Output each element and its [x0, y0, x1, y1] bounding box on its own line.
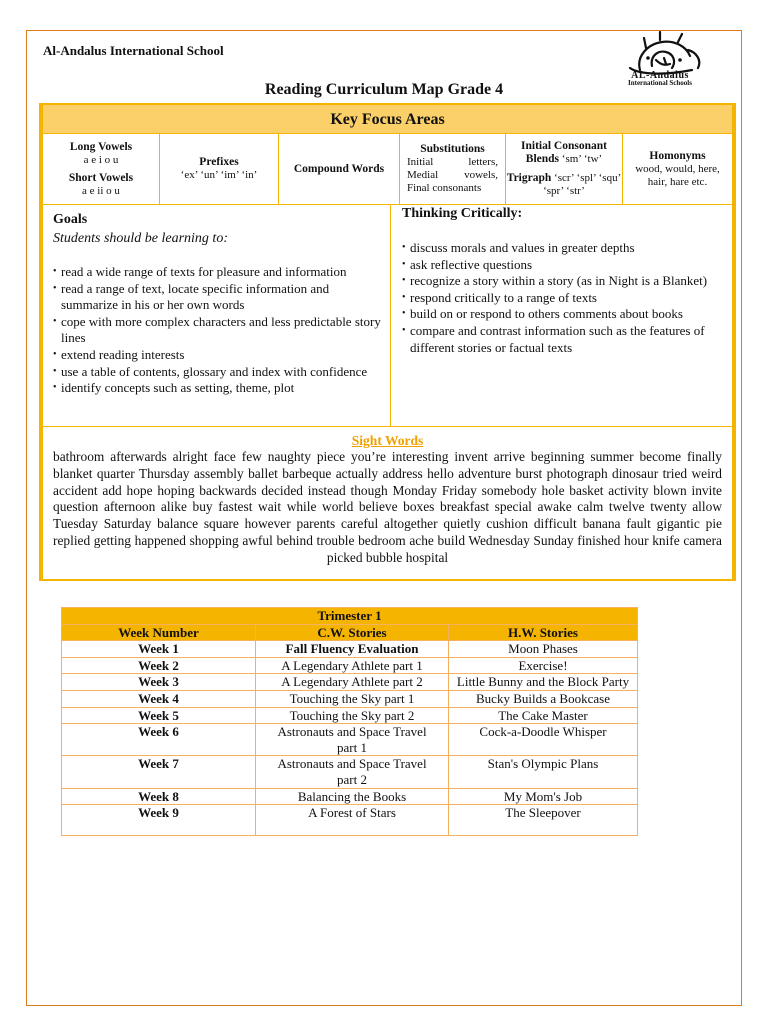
week-cell: Week 8 [62, 788, 256, 805]
compound-label: Compound Words [293, 162, 385, 175]
cw-cell: A Legendary Athlete part 1 [256, 657, 449, 674]
hw-cell: Exercise! [449, 657, 638, 674]
list-item: • build on or respond to others comments about books [402, 306, 732, 323]
table-title-row [62, 608, 638, 625]
sight-words-text: bathroom afterwards alright face few naughty piece you’re interesting invent arrive beginning summer become finally blanket quarter Thursday assembly ballet barbeque actually address hello adventure burst photograph dinosaur tried weird accident add hope hoping backwards decided instead though Monday Friday somebody hole basket activity blown invite question afternoon alike buy fastest wait while world believe boxes breakfast special awake calm twelve twenty allow Tuesday Saturday balance square however parents careful altogether quietly cushion difficult banana fault gigantic pie replied getting happened shopping awful behind trouble bedroom ache build Wednesday Sunday finished hour knife camera picked bubble hospital [53, 449, 722, 565]
hw-cell: The Sleepover [449, 805, 638, 836]
table-row [62, 657, 638, 674]
sight-words-section [43, 426, 732, 581]
list-item: • read a wide range of texts for pleasure and information [53, 264, 383, 281]
logo-subtitle: International Schools [628, 79, 692, 87]
substitutions: Initial letters, Medial vowels, Final consonants [407, 156, 498, 194]
homonyms-label: Homonyms [649, 149, 706, 162]
goals-section [43, 204, 391, 426]
week-cell: Week 4 [62, 690, 256, 707]
prefixes: ‘ex’ ‘un’ ‘im’ ‘in’ [180, 169, 258, 181]
compound-cell [279, 134, 400, 204]
list-item: • recognize a story within a story (as in Night is a Blanket) [402, 273, 732, 290]
table-row [62, 674, 638, 691]
goals-subtitle: Students should be learning to: [53, 231, 228, 246]
col-header-cw: C.W. Stories [256, 624, 449, 641]
week-cell: Week 6 [62, 724, 256, 756]
vowels-cell [43, 134, 160, 204]
week-cell: Week 3 [62, 674, 256, 691]
table-header-row [62, 624, 638, 641]
prefixes-cell [160, 134, 279, 204]
homonyms: wood, would, here, hair, hare etc. [635, 162, 720, 188]
hw-cell: The Cake Master [449, 707, 638, 724]
trimester-title: Trimester 1 [62, 608, 638, 625]
table-row [62, 690, 638, 707]
blends-label: Initial Consonant Blends [521, 140, 607, 165]
trimester-table [61, 607, 638, 836]
thinking-list [402, 240, 732, 356]
week-cell: Week 5 [62, 707, 256, 724]
prefixes-label: Prefixes [199, 156, 239, 168]
week-cell: Week 7 [62, 756, 256, 788]
hw-cell: Moon Phases [449, 641, 638, 658]
week-cell: Week 1 [62, 641, 256, 658]
list-item: • ask reflective questions [402, 257, 732, 274]
logo-name: AL-Andalus [631, 70, 689, 81]
hw-cell: Bucky Builds a Bookcase [449, 690, 638, 707]
blends: ‘sm’ ‘tw’ [561, 153, 603, 165]
school-name: Al-Andalus International School [43, 43, 224, 58]
list-item: • respond critically to a range of texts [402, 290, 732, 307]
homonyms-cell [623, 134, 732, 204]
key-focus-title: Key Focus Areas [43, 105, 732, 134]
list-item: • extend reading interests [53, 347, 383, 364]
cw-cell: Touching the Sky part 1 [256, 690, 449, 707]
list-item: • cope with more complex characters and less predictable story lines [53, 314, 383, 347]
hw-cell: Cock-a-Doodle Whisper [449, 724, 638, 756]
list-item: • read a range of text, locate specific information and summarize in his or her own words [53, 281, 383, 314]
cw-cell: Balancing the Books [256, 788, 449, 805]
key-focus-box [39, 103, 736, 581]
list-item: • use a table of contents, glossary and index with confidence [53, 364, 383, 381]
short-vowels-label: Short Vowels [68, 171, 134, 184]
substitutions-label: Substitutions [420, 143, 485, 155]
substitutions-cell [400, 134, 506, 204]
hw-cell: Little Bunny and the Block Party [449, 674, 638, 691]
table-row [62, 641, 638, 658]
col-header-hw: H.W. Stories [449, 624, 638, 641]
cw-cell: Touching the Sky part 2 [256, 707, 449, 724]
table-row [62, 707, 638, 724]
goals-title: Goals [53, 212, 88, 227]
list-item: • discuss morals and values in greater depths [402, 240, 732, 257]
focus-cells [43, 134, 732, 205]
table-row [62, 788, 638, 805]
sight-words-title: Sight Words [351, 433, 424, 448]
trigraph: ‘scr’ ‘spl’ ‘squ’ ‘spr’ ‘str’ [543, 172, 622, 197]
hw-cell: My Mom's Job [449, 788, 638, 805]
thinking-section [391, 204, 734, 426]
table-row [62, 724, 638, 756]
short-vowels: a e ii o u [82, 184, 120, 197]
blends-cell [506, 134, 623, 204]
trigraph-label: Trigraph [506, 172, 552, 184]
week-cell: Week 9 [62, 805, 256, 836]
col-header-week: Week Number [62, 624, 256, 641]
hw-cell: Stan's Olympic Plans [449, 756, 638, 788]
week-cell: Week 2 [62, 657, 256, 674]
long-vowels: a e i o u [83, 153, 119, 166]
cw-cell: Astronauts and Space Travel part 1 [256, 724, 449, 756]
thinking-title: Thinking Critically: [402, 206, 523, 221]
cw-cell: Astronauts and Space Travel part 2 [256, 756, 449, 788]
cw-cell: Fall Fluency Evaluation [256, 641, 449, 658]
cw-cell: A Legendary Athlete part 2 [256, 674, 449, 691]
page-title: Reading Curriculum Map Grade 4 [264, 81, 504, 98]
cw-cell: A Forest of Stars [256, 805, 449, 836]
list-item: • compare and contrast information such as the features of different stories or factual texts [402, 323, 732, 356]
table-row [62, 805, 638, 836]
long-vowels-label: Long Vowels [69, 140, 133, 153]
table-row [62, 756, 638, 788]
list-item: • identify concepts such as setting, theme, plot [53, 380, 383, 397]
goals-list [53, 264, 383, 397]
